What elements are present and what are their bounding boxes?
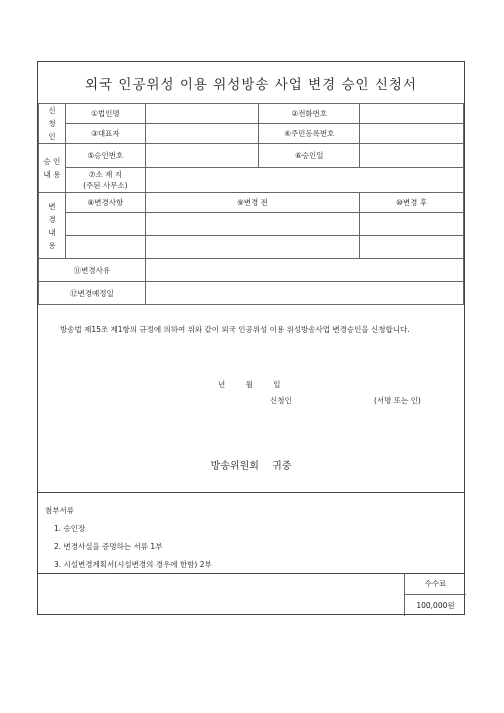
addressee: 방송위원회 귀중 [210,461,292,472]
change-before-field-2[interactable] [145,236,359,259]
date-line: 년 월 일 [218,380,281,389]
approval-no-field[interactable] [145,144,259,168]
representative-label: ③대표자 [65,124,145,144]
phone-label: ②전화번호 [259,104,360,124]
change-before-field[interactable] [145,213,359,236]
planned-date-field[interactable] [145,282,463,305]
resident-no-field[interactable] [360,124,464,144]
phone-field[interactable] [360,104,464,124]
attachment-item: 1. 승인장 [54,524,86,533]
approval-date-field[interactable] [360,144,464,168]
location-field[interactable] [145,168,463,193]
representative-field[interactable] [145,124,259,144]
approval-section-label: 승 인 내 용 [39,144,66,193]
change-before-label: ⑨변경 전 [145,193,359,213]
change-section-label: 변 경 내 용 [39,193,66,259]
change-item-label: ⑧변경사항 [65,193,145,213]
change-after-field[interactable] [360,213,464,236]
statement-text: 방송법 제15조 제1항의 규정에 의하여 위와 같이 외국 인공위성 이용 위성방송사업 변경승인을 신청합니다. [60,325,410,334]
form-title: 외국 인공위성 이용 위성방송 사업 변경 승인 신청서 [38,62,464,104]
reason-label: ⑪변경사유 [39,259,146,282]
fee-label: 수수료 [405,573,466,595]
fee-box [404,573,466,616]
attachments-heading: 첨부서류 [45,506,74,515]
location-label: ⑦소 재 지 (주된 사무소) [65,168,145,193]
change-after-label: ⑩변경 후 [360,193,464,213]
resident-no-label: ④주민등록번호 [259,124,360,144]
corp-name-field[interactable] [145,104,259,124]
fee-amount: 100,000원 [416,601,455,610]
divider [38,492,464,493]
change-item-field-2[interactable] [65,236,145,259]
applicant-sign-label: 신청인 [270,396,292,405]
sign-note: (서명 또는 인) [374,396,421,405]
application-form [37,61,465,615]
corp-name-label: ①법인명 [65,104,145,124]
reason-field[interactable] [145,259,463,282]
info-table [38,103,464,305]
attachment-item: 2. 변경사실을 증명하는 서류 1부 [54,542,163,551]
approval-date-label: ⑥승인일 [259,144,360,168]
change-after-field-2[interactable] [360,236,464,259]
planned-date-label: ⑫변경예정일 [39,282,146,305]
attachments [45,502,212,574]
approval-no-label: ⑤승인번호 [65,144,145,168]
applicant-section-label: 신 청 인 [39,104,66,144]
divider [38,573,464,574]
change-item-field[interactable] [65,213,145,236]
attachment-item: 3. 시설변경계획서(시설변경의 경우에 한함) 2부 [54,560,212,569]
